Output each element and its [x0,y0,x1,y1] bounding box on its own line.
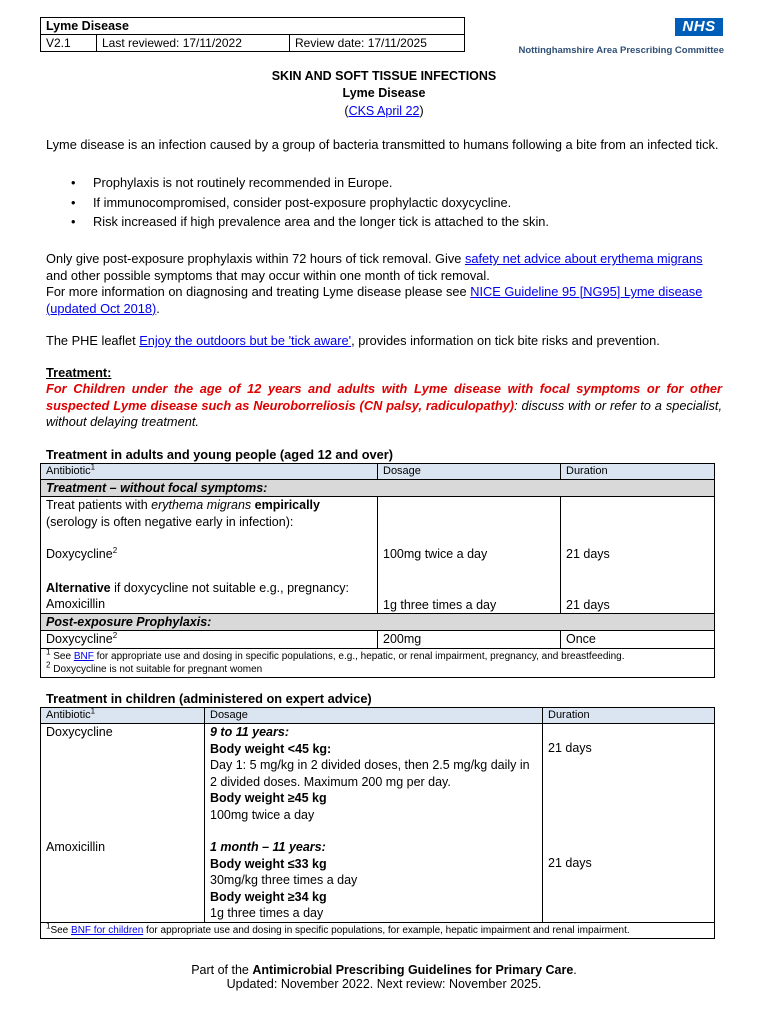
nice-guideline-link[interactable]: NICE Guideline 95 [NG95] Lyme disease (updated Oct 2018) [46,284,703,316]
table-row: Doxycycline Amoxicillin 9 to 11 years: Body weight <45 kg: Day 1: 5 mg/kg in 2 divided doses, then 2.5 mg/kg daily in 2 divided doses. Maximum 200 mg per day. Body weight ≥45 kg 100mg twice a day 1 month – 11 years: Body weight ≤33 kg 30mg/kg three times a day Body weight ≥34 kg 1g three times a day 21 days 21 days [41,724,715,923]
review-date-label: Review date: 17/11/2025 [290,35,465,52]
footer-line-2: Updated: November 2022. Next review: November 2025. [226,977,542,991]
col-duration: Duration [561,464,715,480]
phe-paragraph: The PHE leaflet Enjoy the outdoors but be 'tick aware', provides information on tick bite risks and prevention. [46,333,660,348]
topic-title: Lyme Disease [342,86,426,100]
table-footnote-row: $^1$ See BNF for appropriate use and dosing in specific populations, e.g., hepatic, or renal impairment, pregnancy, and breastfeeding. $^2$ Doxycycline is not suitable for pregnant women [41,648,715,677]
table-header-row [41,708,715,724]
col-duration: Duration [543,708,715,724]
treatment-heading: Treatment: [46,365,112,380]
table-section-row: Treatment – without focal symptoms: [41,480,715,497]
table-row: Doxycycline$^2$ 200mg Once [41,631,715,649]
table-row: Treat patients with erythema migrans empirically (serology is often negative early in infection): Doxycycline$^2$ Alternative if doxycycline not suitable e.g., pregnancy: Amoxicillin 100mg twice a day 1g three times a day 21 days 21 days [41,497,715,614]
prophylaxis-paragraph: Only give post-exposure prophylaxis within 72 hours of tick removal. Give safety net advice about erythema migrans and other possible symptoms that may occur within one month of tick removal. For more information on diagnosing and treating Lyme disease please see NICE Guideline 95 [NG95] Lyme disease (updated Oct 2018). [46,251,703,316]
col-dosage: Dosage [205,708,543,724]
document-title: Lyme Disease [41,18,465,35]
intro-bullets [46,173,722,232]
child-treatment-table [40,707,715,939]
bnf-children-link[interactable]: BNF for children [71,924,144,936]
committee-name: Nottinghamshire Area Prescribing Committee [518,45,724,56]
bnf-link[interactable]: BNF [73,650,94,662]
table-section-row: Post-exposure Prophylaxis: [41,614,715,631]
bullet-item: • If immunocompromised, consider post-exposure prophylactic doxycycline. [46,193,722,213]
tick-aware-link[interactable]: Enjoy the outdoors but be 'tick aware' [139,333,352,348]
cks-reference: (CKS April 22) [344,104,424,118]
bullet-item: • Risk increased if high prevalence area and the longer tick is attached to the skin. [46,212,722,232]
footer-line-1: Part of the Antimicrobial Prescribing Guidelines for Primary Care. [191,963,577,977]
adult-table-caption: Treatment in adults and young people (aged 12 and over) [46,447,393,462]
section-title: SKIN AND SOFT TISSUE INFECTIONS [271,69,497,83]
last-reviewed-label: Last reviewed: 17/11/2022 [97,35,290,52]
document-header-table [40,17,465,52]
child-table-caption: Treatment in children (administered on expert advice) [46,691,372,706]
col-dosage: Dosage [378,464,561,480]
nhs-logo: NHS [675,18,723,36]
table-header-row [41,464,715,480]
treatment-warning: For Children under the age of 12 years and adults with Lyme disease with focal symptoms or for other suspected Lyme disease such as Neuroborreliosis (CN palsy, radiculopathy): discuss with or refer to a specialist, without delaying treatment. [46,381,723,429]
bullet-item: • Prophylaxis is not routinely recommended in Europe. [46,173,722,193]
treatment-warning-red: For Children under the age of 12 years and adults with Lyme disease with focal symptoms or for other suspected Lyme disease such as Neuroborreliosis (CN palsy, radiculopathy) [46,381,722,413]
cks-link[interactable]: CKS April 22 [348,104,420,118]
table-footnote-row: $^1$See BNF for children for appropriate use and dosing in specific populations, for example, hepatic impairment and renal impairment. [41,922,715,938]
col-antibiotic: Antibiotic$^1$ [41,708,205,724]
version-label: V2.1 [41,35,97,52]
safety-net-link[interactable]: safety net advice about erythema migrans [464,251,703,266]
intro-paragraph: Lyme disease is an infection caused by a group of bacteria transmitted to humans following a bite from an infected tick. [46,137,719,152]
col-antibiotic: Antibiotic$^1$ [41,464,378,480]
adult-treatment-table [40,463,715,678]
